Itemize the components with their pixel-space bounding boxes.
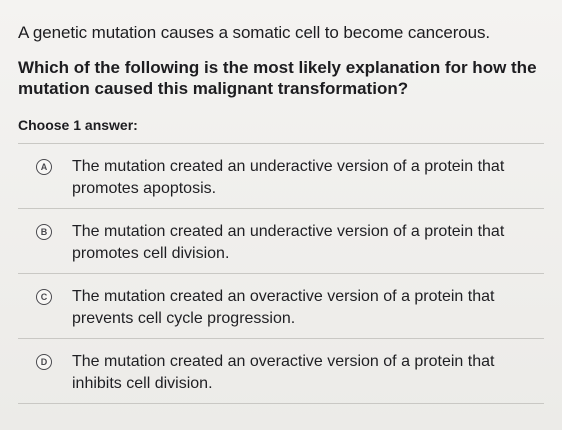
choice-bubble-c[interactable]: C: [36, 289, 52, 305]
answer-choice-a[interactable]: [18, 144, 544, 208]
choice-text-d: The mutation created an overactive version of a protein that inhibits cell division.: [72, 353, 495, 392]
question-stem: A genetic mutation causes a somatic cell to become cancerous.: [18, 23, 491, 42]
choice-bubble-b[interactable]: B: [36, 224, 52, 240]
choice-text-a: The mutation created an underactive version of a protein that promotes apoptosis.: [72, 158, 505, 197]
answer-instruction: Choose 1 answer:: [18, 117, 138, 133]
question-prompt: Which of the following is the most likely explanation for how the mutation caused this malignant transformation?: [18, 58, 537, 98]
answer-choice-b[interactable]: [18, 209, 544, 273]
choice-bubble-a[interactable]: A: [36, 159, 52, 175]
choice-text-c: The mutation created an overactive version of a protein that prevents cell cycle progression.: [72, 288, 495, 327]
choice-text-b: The mutation created an underactive version of a protein that promotes cell division.: [72, 223, 505, 262]
answer-choice-d[interactable]: [18, 339, 544, 403]
answer-choice-c[interactable]: [18, 274, 544, 338]
divider: [18, 403, 544, 404]
choice-bubble-d[interactable]: D: [36, 354, 52, 370]
